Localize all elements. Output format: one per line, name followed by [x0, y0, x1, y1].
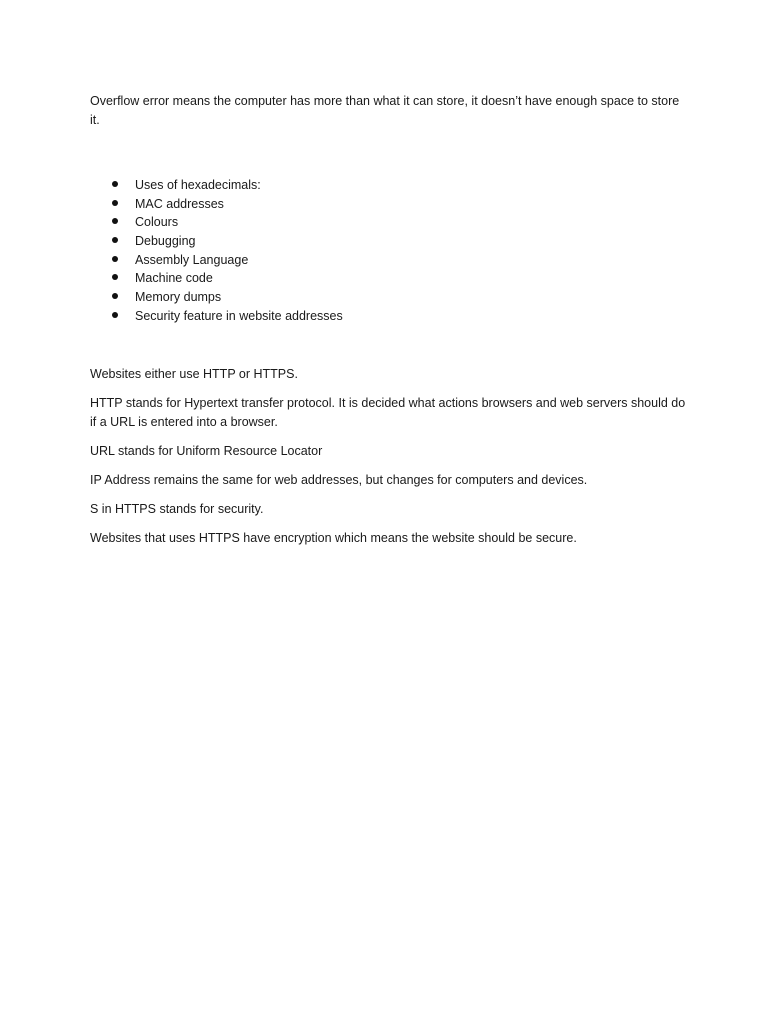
list-item-text: MAC addresses: [135, 196, 224, 211]
paragraph-https-encryption: Websites that uses HTTPS have encryption which means the website should be secure.: [90, 530, 577, 545]
intro-paragraph: Overflow error means the computer has more than what it can store, it doesn’t have enough space to store it.: [90, 94, 680, 127]
paragraph-https-s: S in HTTPS stands for security.: [90, 501, 264, 516]
bullet-icon: [112, 256, 118, 262]
list-item: [90, 251, 690, 270]
list-item: [90, 269, 690, 288]
document-body: [90, 92, 690, 558]
paragraph-http-definition: HTTP stands for Hypertext transfer protocol. It is decided what actions browsers and web servers should do if a URL is entered into a browser.: [90, 395, 686, 429]
list-item-text: Debugging: [135, 234, 196, 249]
bullet-icon: [112, 200, 118, 206]
bullet-icon: [112, 312, 118, 318]
list-item: [90, 213, 690, 232]
list-item-text: Uses of hexadecimals:: [135, 178, 261, 192]
bullet-list: [90, 176, 690, 326]
list-item: [90, 307, 690, 326]
list-item: [90, 195, 690, 214]
list-item: [90, 232, 690, 251]
list-item-text: Colours: [135, 215, 179, 230]
bullet-icon: [112, 237, 118, 243]
bullet-icon: [112, 218, 118, 224]
paragraph-url-definition: URL stands for Uniform Resource Locator: [90, 443, 323, 458]
list-item: [90, 288, 690, 307]
list-item-text: Assembly Language: [135, 252, 249, 267]
bullet-icon: [112, 293, 118, 299]
paragraph-http-https: Websites either use HTTP or HTTPS.: [90, 366, 298, 381]
list-item: [90, 176, 690, 195]
list-item-text: Machine code: [135, 271, 213, 286]
bullet-icon: [112, 274, 118, 280]
list-item-text: Security feature in website addresses: [135, 308, 343, 323]
bullet-icon: [112, 181, 118, 187]
paragraph-ip-address: IP Address remains the same for web addresses, but changes for computers and devices.: [90, 472, 588, 487]
list-item-text: Memory dumps: [135, 290, 222, 305]
